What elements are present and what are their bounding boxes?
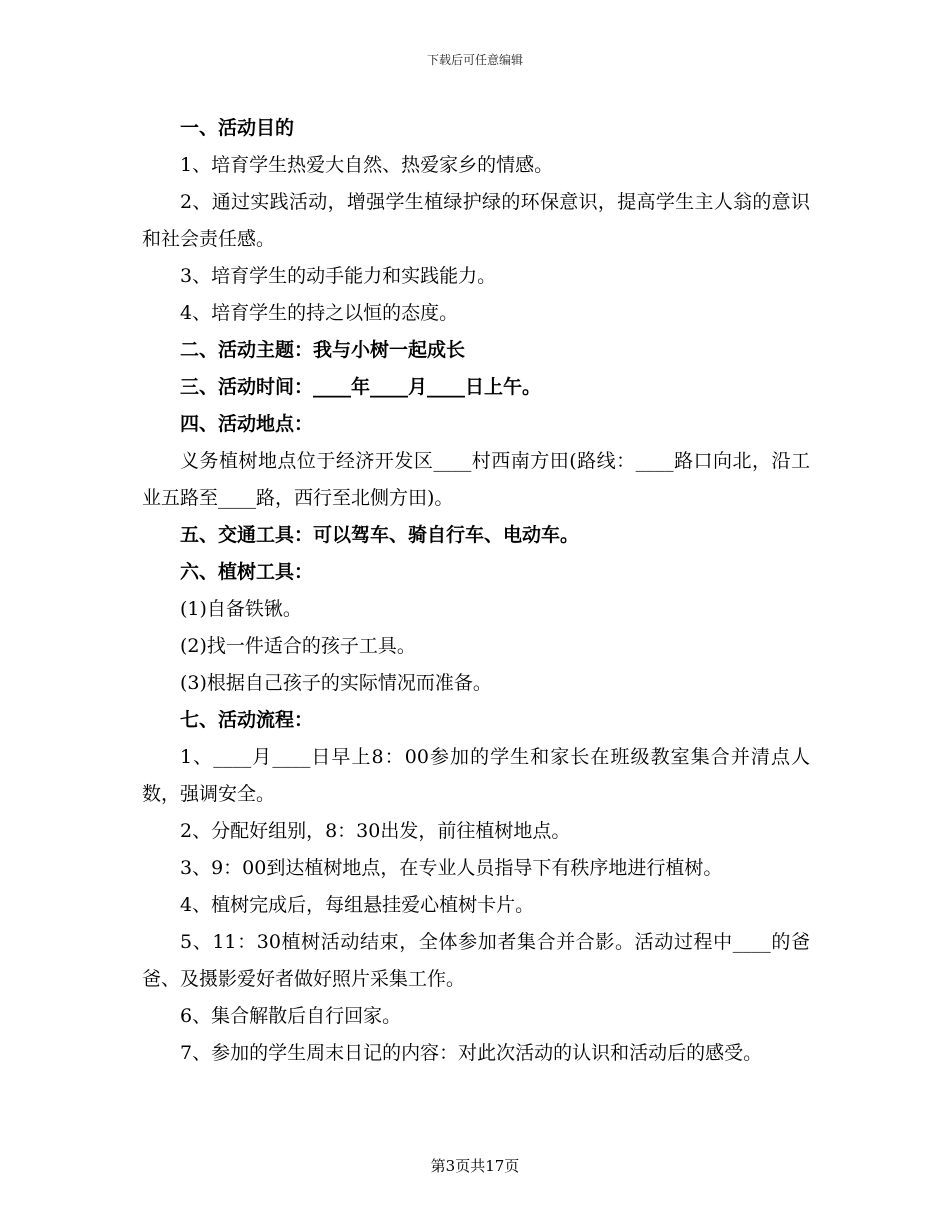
- heading-transport: 五、交通工具：可以驾车、骑自行车、电动车。: [180, 524, 580, 546]
- heading-location: 四、活动地点：: [180, 413, 314, 435]
- process-item-1: 1、____月____日早上8：00参加的学生和家长在班级教室集合并清点人数，强调安全。: [142, 746, 810, 805]
- heading-theme: 二、活动主题：我与小树一起成长: [180, 339, 466, 361]
- heading-time: 三、活动时间：____年____月____日上午。: [180, 376, 542, 398]
- page-header: 下载后可任意编辑: [426, 53, 523, 67]
- document-body: [142, 110, 810, 1072]
- tools-item-1: (1)自备铁锹。: [180, 598, 302, 620]
- heading-tools: 六、植树工具：: [180, 561, 314, 583]
- process-item-7: 7、参加的学生周末日记的内容：对此次活动的认识和活动后的感受。: [180, 1042, 763, 1064]
- process-item-2: 2、分配好组别，8：30出发，前往植树地点。: [180, 820, 571, 842]
- process-item-5: 5、11：30植树活动结束，全体参加者集合并合影。活动过程中____的爸爸、及摄影爱好者做好照片采集工作。: [142, 931, 810, 990]
- purpose-item-3: 3、培育学生的动手能力和实践能力。: [180, 265, 497, 287]
- heading-purpose: 一、活动目的: [180, 117, 295, 139]
- tools-item-2: (2)找一件适合的孩子工具。: [180, 635, 416, 657]
- tools-item-3: (3)根据自己孩子的实际情况而准备。: [180, 672, 492, 694]
- purpose-item-4: 4、培育学生的持之以恒的态度。: [180, 302, 459, 324]
- heading-process: 七、活动流程：: [180, 709, 314, 731]
- location-detail: 义务植树地点位于经济开发区____村西南方田(路线：____路口向北，沿工业五路至____路，西行至北侧方田)。: [142, 450, 810, 509]
- process-item-6: 6、集合解散后自行回家。: [180, 1005, 402, 1027]
- process-item-4: 4、植树完成后，每组悬挂爱心植树卡片。: [180, 894, 535, 916]
- page-footer: 第3页共17页: [430, 1157, 520, 1175]
- purpose-item-2: 2、通过实践活动，增强学生植绿护绿的环保意识，提高学生主人翁的意识和社会责任感。: [142, 191, 810, 250]
- purpose-item-1: 1、培育学生热爱大自然、热爱家乡的情感。: [180, 154, 554, 176]
- process-item-3: 3、9：00到达植树地点，在专业人员指导下有秩序地进行植树。: [180, 857, 723, 879]
